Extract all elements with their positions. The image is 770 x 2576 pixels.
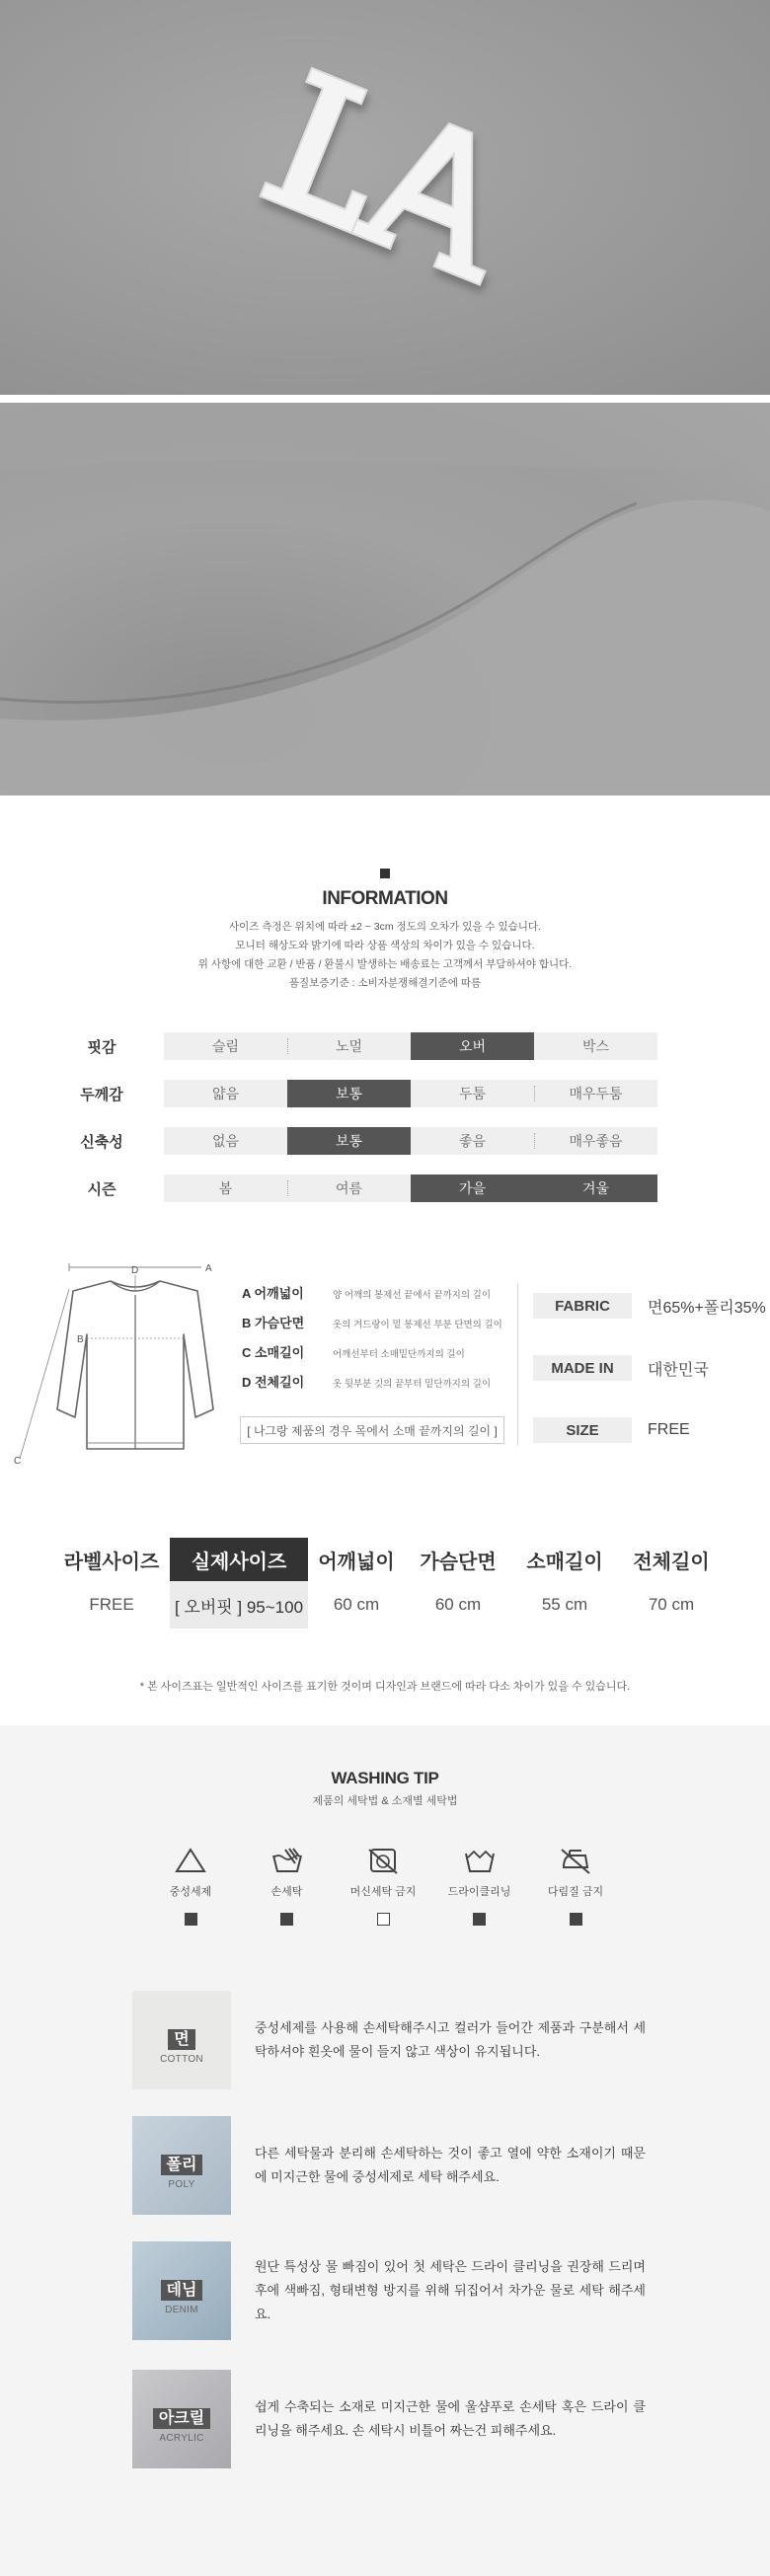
attribute-option: 매우두툼: [534, 1080, 657, 1107]
attribute-option: 여름: [287, 1174, 411, 1202]
washing-check-filled: [280, 1913, 293, 1926]
information-title: INFORMATION: [322, 888, 448, 909]
fabric-fold-photo: [0, 403, 770, 796]
acrylic-thumbnail: [132, 2370, 231, 2468]
size-footnote: * 본 사이즈표는 일반적인 사이즈를 표기한 것이며 디자인과 브랜드에 따라 다소 차이가 있을 수 있습니다.: [139, 1681, 631, 1693]
washing-item-dry-clean: [435, 1846, 524, 1926]
attribute-option-selected: 오버: [411, 1032, 534, 1060]
attribute-row-season: [47, 1174, 659, 1202]
washing-item-no-iron: [531, 1846, 620, 1926]
fabric-care-text: 다른 세탁물과 분리해 손세탁하는 것이 좋고 열에 약한 소재이기 때문에 미지근한 물에 중성세제로 세탁 해주세요.: [255, 2146, 646, 2184]
fabric-care-text: 원단 특성상 물 빠짐이 있어 첫 세탁은 드라이 클리닝을 권장해 드리며 후에 색빠짐, 형태변형 방지를 위해 뒤집어서 차가운 물로 세탁 해주세요.: [255, 2259, 646, 2321]
size-header-cell: 어깨넓이: [318, 1551, 395, 1573]
information-note-2: 모니터 해상도와 밝기에 따라 상품 색상의 차이가 있을 수 있습니다.: [235, 940, 535, 951]
spec-divider: [517, 1283, 518, 1446]
attribute-option: 좋음: [411, 1127, 534, 1155]
fabric-name: 폴리: [161, 2155, 203, 2175]
attribute-row-thickness: [47, 1080, 659, 1107]
fabric-care-poly: [132, 2115, 646, 2216]
size-cell: 60 cm: [434, 1595, 482, 1614]
poly-thumbnail: [132, 2116, 231, 2215]
fabric-care-denim: [132, 2240, 646, 2341]
attribute-row-stretch: [47, 1127, 659, 1155]
la-logo-photo: [0, 0, 770, 395]
spec-made-value: 대한민국: [648, 1361, 709, 1379]
attribute-option-selected: 보통: [287, 1080, 411, 1107]
fabric-eng-name: POLY: [168, 2179, 195, 2190]
spec-fabric: [533, 1293, 766, 1319]
washing-check-empty: [377, 1913, 390, 1926]
measurement-item: [242, 1372, 518, 1402]
size-cell: 70 cm: [648, 1595, 695, 1614]
washing-label: 드라이클리닝: [447, 1886, 511, 1898]
measurement-key: A 어깨넓이: [242, 1286, 304, 1301]
attribute-label: 시즌: [87, 1180, 116, 1198]
figure-label-a: A: [205, 1263, 212, 1274]
size-header-cell: 라벨사이즈: [63, 1551, 160, 1573]
size-table-header: [53, 1538, 725, 1581]
measurement-key: C 소매길이: [242, 1345, 305, 1360]
figure-label-b: B: [77, 1334, 84, 1345]
fabric-care-cotton: [132, 1990, 646, 2090]
figure-label-c: C: [14, 1456, 22, 1467]
size-cell: 55 cm: [541, 1595, 588, 1614]
measurement-desc: 어깨선부터 소매밑단까지의 길이: [333, 1349, 465, 1360]
spec-size-label: SIZE: [533, 1417, 632, 1443]
size-cell: FREE: [89, 1595, 134, 1614]
size-header-cell: 실제사이즈: [170, 1538, 308, 1581]
triangle-icon: [173, 1846, 208, 1875]
attribute-row-fit: [47, 1032, 659, 1060]
attribute-label: 신축성: [80, 1133, 123, 1151]
fabric-eng-name: ACRYLIC: [159, 2433, 204, 2444]
attribute-option-selected: 가을: [411, 1174, 534, 1202]
size-cell: [ 오버핏 ] 95~100: [170, 1581, 308, 1629]
fabric-care-text: 중성세제를 사용해 손세탁해주시고 컬러가 들어간 제품과 구분해서 세탁하셔야 흰옷에 물이 들지 않고 색상이 유지됩니다.: [255, 2020, 646, 2059]
hand-wash-icon: [270, 1846, 305, 1875]
attribute-option: 박스: [534, 1032, 657, 1060]
denim-thumbnail: [132, 2241, 231, 2340]
washing-title: WASHING TIP: [331, 1769, 439, 1787]
size-table-row: [53, 1581, 725, 1629]
measurement-desc: 양 어깨의 봉제선 끝에서 끝까지의 길이: [333, 1290, 492, 1301]
no-machine-wash-icon: [365, 1846, 401, 1875]
attribute-option: 두툼: [411, 1080, 534, 1107]
cotton-thumbnail: [132, 1991, 231, 2089]
washing-item-hand-wash: [243, 1846, 332, 1926]
spec-made-in: [533, 1355, 709, 1381]
information-note-1: 사이즈 측정은 위치에 따라 ±2 ~ 3cm 정도의 오차가 있을 수 있습니다.: [228, 921, 541, 933]
attribute-label: 핏감: [87, 1038, 116, 1056]
fabric-name: 아크릴: [153, 2408, 210, 2429]
washing-check-filled: [185, 1913, 197, 1926]
measurement-desc: 옷 뒷부분 깃의 끝부터 밑단까지의 길이: [333, 1379, 492, 1390]
no-iron-icon: [558, 1846, 593, 1875]
spec-fabric-label: FABRIC: [533, 1293, 632, 1319]
attribute-option-selected: 보통: [287, 1127, 411, 1155]
washing-label: 중성세제: [169, 1886, 212, 1898]
attribute-option: 매우좋음: [534, 1127, 657, 1155]
washing-item-no-machine-wash: [339, 1846, 427, 1926]
washing-check-filled: [570, 1913, 582, 1926]
attribute-option: 없음: [164, 1127, 287, 1155]
fabric-fold-graphic: [0, 403, 770, 796]
attribute-option: 슬림: [164, 1032, 287, 1060]
washing-item-neutral-detergent: [146, 1846, 235, 1926]
fabric-care-acrylic: [132, 2369, 646, 2469]
washing-check-filled: [473, 1913, 486, 1926]
section-marker: [380, 869, 390, 878]
la-embroidery-graphic: [0, 0, 770, 395]
fabric-name: 데님: [161, 2280, 203, 2301]
washing-label: 다림질 금지: [547, 1886, 604, 1898]
information-note-3: 위 사항에 대한 교환 / 반품 / 환불시 발생하는 배송료는 고객께서 부담하셔야 합니다.: [197, 958, 573, 970]
spec-made-label: MADE IN: [533, 1355, 632, 1381]
raglan-note: [ 나그랑 제품의 경우 목에서 소매 끝까지의 길이 ]: [240, 1416, 504, 1444]
fabric-eng-name: DENIM: [165, 2305, 198, 2315]
size-cell: 60 cm: [333, 1595, 380, 1614]
washing-label: 손세탁: [270, 1886, 303, 1898]
information-header: [0, 869, 770, 993]
fabric-eng-name: COTTON: [160, 2054, 203, 2065]
attribute-label: 두께감: [80, 1086, 123, 1103]
washing-label: 머신세탁 금지: [349, 1886, 417, 1898]
attribute-option: 노멀: [287, 1032, 411, 1060]
spec-fabric-value: 면65%+폴리35%: [648, 1299, 766, 1317]
measurement-item: [242, 1342, 518, 1372]
size-header-cell: 소매길이: [526, 1551, 603, 1573]
measurement-guide: [242, 1283, 518, 1402]
fabric-care-text: 쉽게 수축되는 소재로 미지근한 물에 울샴푸로 손세탁 혹은 드라이 클리닝을 해주세요. 손 세탁시 비틀어 짜는건 피해주세요.: [255, 2399, 646, 2438]
measurement-desc: 옷의 겨드랑이 밑 봉제선 부분 단면의 길이: [333, 1320, 502, 1330]
attribute-option: 봄: [164, 1174, 287, 1202]
size-header-cell: 전체길이: [633, 1551, 710, 1573]
spec-size: [533, 1417, 690, 1443]
washing-icons: [146, 1846, 620, 1926]
measurement-key: D 전체길이: [242, 1375, 305, 1390]
measurement-item: [242, 1313, 518, 1342]
information-note-4: 품질보증기준 : 소비자분쟁해결기준에 따름: [288, 977, 482, 989]
measurement-item: [242, 1283, 518, 1313]
spec-size-value: FREE: [648, 1421, 690, 1438]
attribute-option: 얇음: [164, 1080, 287, 1107]
fabric-name: 면: [168, 2029, 194, 2050]
measurement-key: B 가슴단면: [242, 1316, 305, 1330]
dry-clean-icon: [462, 1846, 498, 1875]
size-table: [53, 1538, 725, 1629]
size-header-cell: 가슴단면: [420, 1551, 497, 1573]
jacket-measurement-figure: [12, 1261, 229, 1469]
figure-label-d: D: [131, 1265, 139, 1276]
attribute-option-selected: 겨울: [534, 1174, 657, 1202]
washing-subtitle: 제품의 세탁법 & 소재별 세탁법: [312, 1795, 458, 1807]
